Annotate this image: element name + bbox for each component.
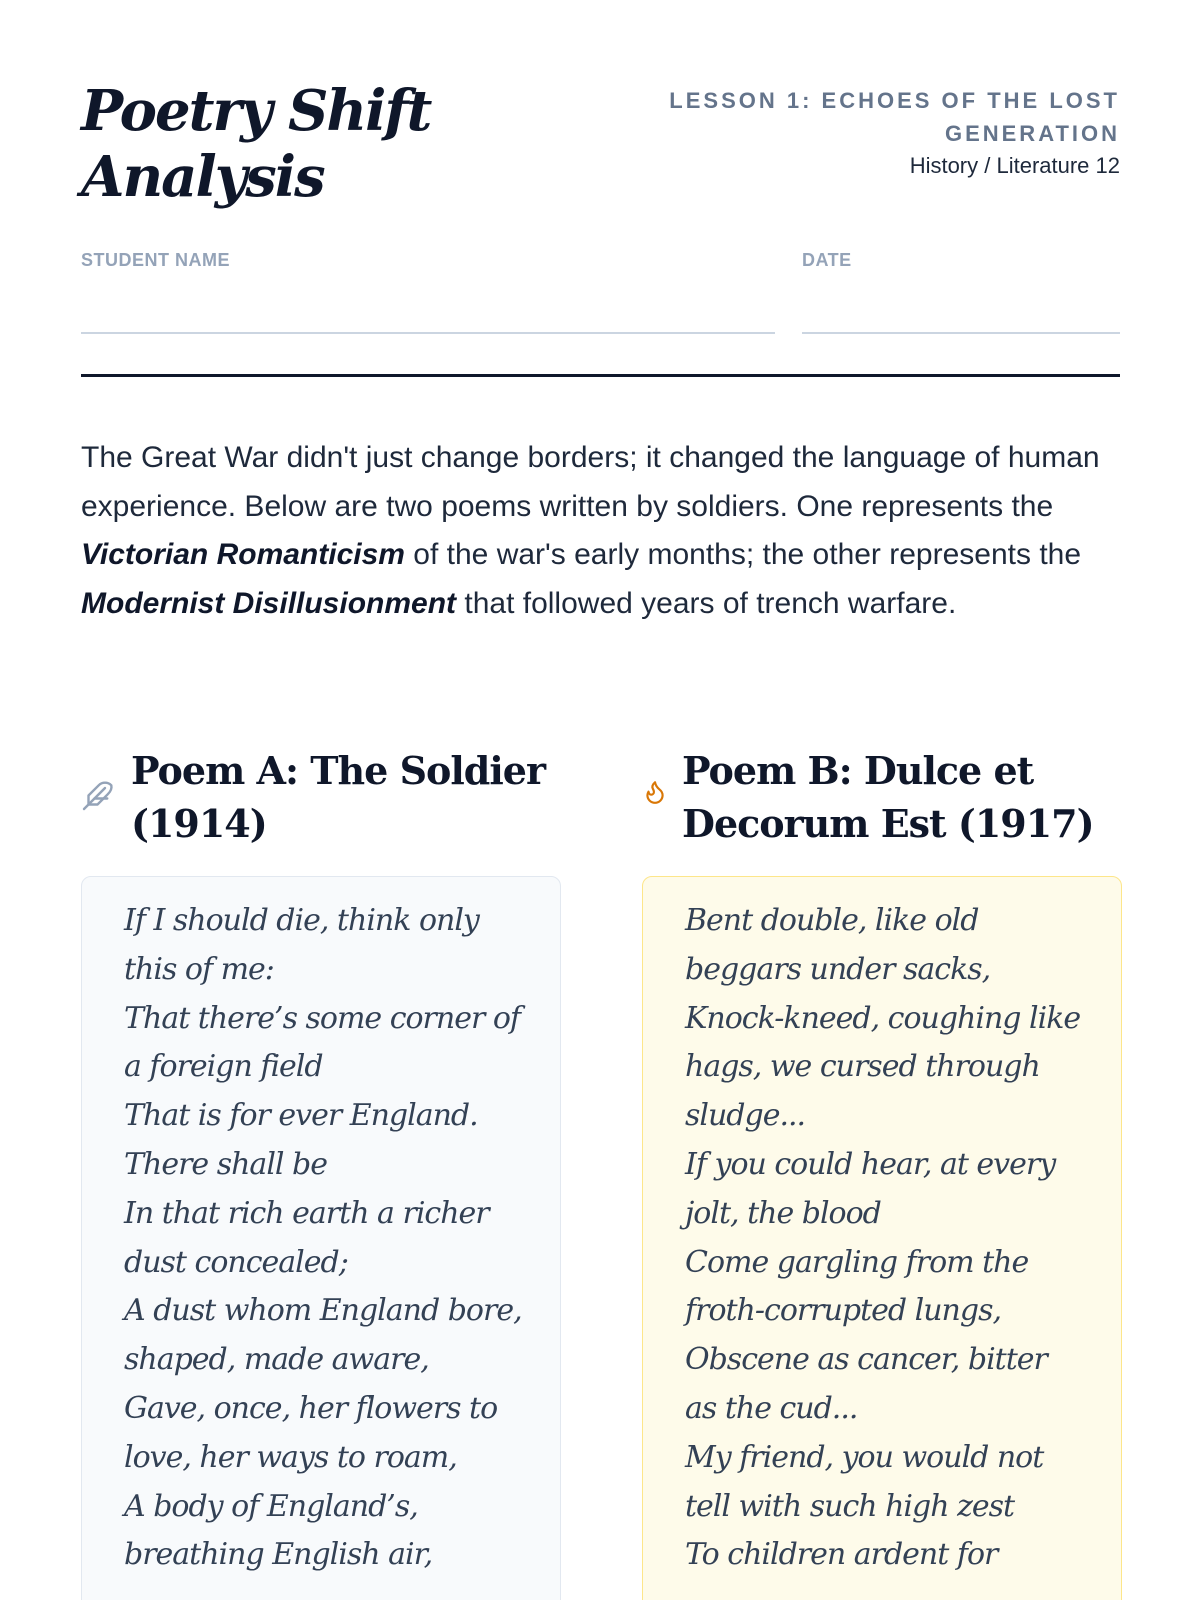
student-name-field[interactable]	[81, 248, 775, 272]
worksheet-header	[81, 78, 1120, 218]
date-label: DATE	[802, 250, 852, 270]
poem-line: Obscene as cancer, bitter as the cud...	[685, 1342, 1047, 1426]
poem-line: To children ardent for	[685, 1537, 998, 1573]
lesson-info	[640, 84, 1120, 182]
student-name-line[interactable]	[81, 332, 775, 334]
poem-line: My friend, you would not tell with such high zest	[685, 1439, 1044, 1524]
intro-term-romanticism: Victorian Romanticism	[81, 538, 405, 571]
page-title-line-1: Poetry Shift	[81, 78, 431, 144]
poem-a-section	[81, 744, 561, 1573]
date-field[interactable]	[802, 248, 1120, 272]
lesson-title: LESSON 1: ECHOES OF THE LOST GENERATION	[669, 88, 1120, 146]
poem-a-heading	[81, 744, 561, 844]
poem-line: Come gargling from the froth-corrupted lungs,	[685, 1244, 1029, 1329]
poem-line: A body of England’s, breathing English air,	[124, 1488, 433, 1573]
course-name: History / Literature 12	[909, 153, 1120, 178]
intro-paragraph	[81, 434, 1120, 628]
header-divider	[81, 374, 1120, 377]
poem-line: That is for ever England. There shall be	[124, 1098, 478, 1182]
intro-text-3: that followed years of trench warfare.	[456, 586, 957, 620]
flame-icon	[642, 778, 668, 806]
intro-text-2: of the war's early months; the other represents the	[404, 538, 1082, 571]
student-name-label: STUDENT NAME	[81, 250, 230, 270]
poem-b-card	[642, 876, 1122, 1600]
poem-line: Gave, once, her flowers to love, her ways to roam,	[124, 1390, 498, 1475]
poem-line: That there’s some corner of a foreign field	[124, 1000, 521, 1085]
intro-term-disillusionment: Modernist Disillusionment	[81, 586, 457, 620]
poem-line: Bent double, like old beggars under sacks,	[685, 903, 991, 987]
poem-line: If I should die, think only this of me:	[124, 903, 479, 987]
poem-line: If you could hear, at every jolt, the blood	[685, 1146, 1056, 1231]
page-title-line-2: Analysis	[81, 144, 324, 210]
poem-b-title: Poem B: Dulce et Decorum Est (1917)	[682, 748, 1094, 846]
intro-text-1: The Great War didn't just change borders; it changed the language of human experience. Below are two poems written by soldiers. One represents the	[81, 441, 1100, 523]
page-title	[81, 78, 501, 210]
poem-a-title: Poem A: The Soldier (1914)	[131, 748, 545, 846]
date-line[interactable]	[802, 332, 1120, 334]
poem-line: In that rich earth a richer dust concealed;	[124, 1195, 489, 1280]
poem-b-heading	[642, 744, 1122, 844]
poem-line: Knock-kneed, coughing like hags, we cursed through sludge...	[685, 1000, 1081, 1134]
feather-icon	[81, 776, 117, 812]
poem-line: A dust whom England bore, shaped, made aware,	[124, 1293, 522, 1378]
poem-a-card	[81, 876, 561, 1600]
poem-b-section	[642, 744, 1122, 1573]
